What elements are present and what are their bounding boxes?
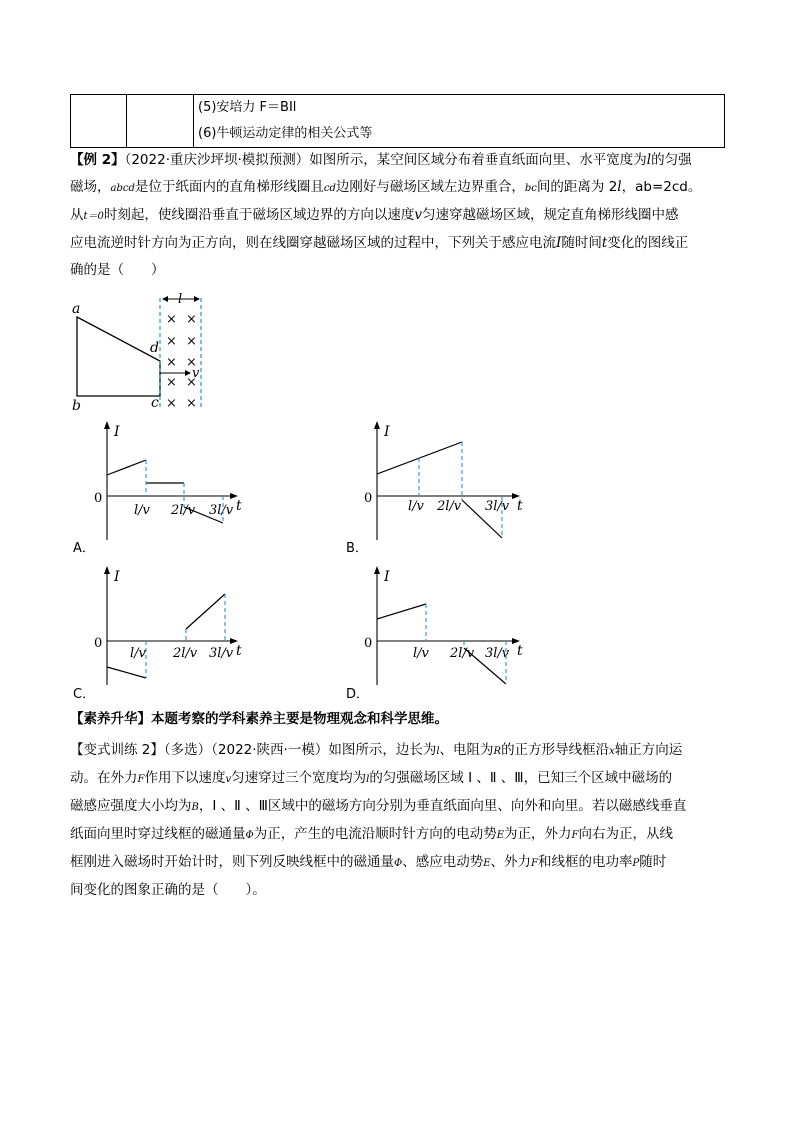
var-E: E <box>496 830 505 841</box>
text: 作用下以速度 <box>144 770 226 786</box>
cross: × <box>186 375 197 390</box>
label-a: a <box>72 301 81 317</box>
var-abcd: abcd <box>110 183 135 194</box>
var-Phi: Φ <box>245 830 254 841</box>
var-x: x <box>609 746 615 757</box>
graph-option-a <box>85 418 260 548</box>
axis-label-t: t <box>517 498 523 514</box>
text: 的匀强 <box>651 152 692 168</box>
option-label-a[interactable]: A． <box>73 541 95 556</box>
example2-line-2 <box>70 174 730 202</box>
text: 为正，产生的电流沿顺时针方向的电动势 <box>253 826 497 842</box>
text: 纸面向里时穿过线框的磁通量 <box>70 826 246 842</box>
cross: × <box>166 375 177 390</box>
cross: × <box>186 396 197 411</box>
text: ，Ⅰ 、Ⅱ 、Ⅲ区域中的磁场方向分别为垂直纸面向里、向外和向里。若以磁感线垂直 <box>198 798 687 814</box>
var-cd: cd <box>323 183 336 194</box>
table-line-newton-law: (6)牛顿运动定律的相关公式等 <box>198 126 373 141</box>
y-axis-arrow <box>104 566 110 574</box>
var-t: t <box>601 235 608 251</box>
axis-label-t: t <box>236 498 242 514</box>
cross: × <box>186 334 197 349</box>
table-cell-empty-2 <box>127 95 194 148</box>
text: （多选）（2022·陕西·一模）如图所示，边长为 <box>163 742 437 758</box>
text: ，ab=2cd。 <box>621 179 702 195</box>
label-b: b <box>72 398 81 414</box>
tick-label-3lv: 3l/v <box>209 503 234 518</box>
cross: × <box>166 334 177 349</box>
example2-line-4 <box>70 230 730 257</box>
current-segment-2 <box>186 594 225 629</box>
trapezoid-coil <box>77 317 160 396</box>
text: 变化的图线正 <box>607 235 689 251</box>
variant2-line-6: 间变化的图象正确的是（ ）。 <box>70 882 266 898</box>
variant2-question <box>70 737 730 904</box>
example2-source: （2022·重庆沙坪坝·模拟预测） <box>124 152 310 168</box>
cross: × <box>166 312 177 327</box>
tick-label-2lv: 2l/v <box>173 646 198 661</box>
example2-line-1 <box>70 147 730 174</box>
cross: × <box>166 396 177 411</box>
origin-label: 0 <box>94 491 103 506</box>
var-F: F <box>531 858 538 869</box>
origin-label: 0 <box>364 636 373 651</box>
example2-tag: 【例 2】 <box>70 152 125 168</box>
tick-label-lv: l/v <box>408 499 424 514</box>
current-segment-1 <box>107 667 146 678</box>
text: 是位于纸面内的直角梯形线圈且 <box>134 179 324 195</box>
current-segment-1 <box>107 460 146 475</box>
label-d: d <box>150 340 159 356</box>
text: 从 <box>70 207 84 223</box>
width-arrow-right-head <box>194 296 200 302</box>
current-segment-1 <box>377 604 426 619</box>
option-label-d[interactable]: D． <box>346 687 370 702</box>
text: 时刻起，使线圈沿垂直于磁场区域边界的方向以速度 <box>103 207 415 223</box>
var-l: l <box>617 179 622 195</box>
variant2-line-4 <box>70 821 730 849</box>
table-line-ampere-force: (5)安培力 F＝BIl <box>198 100 297 115</box>
var-Phi: Φ <box>394 858 403 869</box>
text: 向右为正，从线 <box>578 826 673 842</box>
y-axis-arrow <box>104 421 110 429</box>
var-I: I <box>556 235 562 251</box>
var-v: v <box>414 207 423 223</box>
text: 为正，外力 <box>504 826 572 842</box>
cross: × <box>186 312 197 327</box>
tick-label-lv: l/v <box>130 646 146 661</box>
text: 、感应电动势 <box>402 854 484 870</box>
knowledge-table <box>70 94 725 148</box>
tick-label-2lv: 2l/v <box>450 646 475 661</box>
var-F: F <box>571 830 579 841</box>
var-E: E <box>483 858 491 869</box>
origin-label: 0 <box>94 636 103 651</box>
coil-field-figure <box>60 290 220 415</box>
axis-label-I: I <box>384 569 390 585</box>
axis-label-I: I <box>114 424 120 440</box>
text: 边刚好与磁场区域左边界重合， <box>335 179 525 195</box>
example2-line-5: 确的是（ ） <box>70 262 165 278</box>
variant2-line-5 <box>70 849 730 877</box>
var-R: R <box>493 746 502 757</box>
axis-label-I: I <box>114 569 120 585</box>
tick-label-lv: l/v <box>134 503 150 518</box>
tick-label-lv: l/v <box>413 646 429 661</box>
text: 的匀强磁场区域 Ⅰ 、Ⅱ 、Ⅲ，已知三个区域中磁场的 <box>369 770 673 786</box>
text: 磁感应强度大小均为 <box>70 798 192 814</box>
text: 框刚进入磁场时开始计时，则下列反映线框中的磁通量 <box>70 854 394 870</box>
cross: × <box>166 355 177 370</box>
literacy-text: 本题考察的学科素养主要是物理观念和科学思维。 <box>151 711 448 727</box>
text: 间的距离为 2 <box>536 179 618 195</box>
variant2-line-1 <box>70 737 730 765</box>
text: 如图所示，某空间区域分布着垂直纸面向里、水平宽度为 <box>309 152 647 168</box>
text: 和线框的电功率 <box>537 854 633 870</box>
width-arrow-left-head <box>162 296 168 302</box>
tick-label-2lv: 2l/v <box>437 499 462 514</box>
text: 、外力 <box>490 854 532 870</box>
var-v: v <box>225 774 232 785</box>
var-F: F <box>137 774 145 785</box>
graph-option-b <box>355 418 535 548</box>
label-v: v <box>192 366 200 381</box>
origin-label: 0 <box>364 491 373 506</box>
tick-label-3lv: 3l/v <box>485 499 510 514</box>
var-B: B <box>191 802 199 813</box>
example2-line-3 <box>70 202 730 230</box>
variant2-tag: 【变式训练 2】 <box>70 742 164 758</box>
text: 、电阻为 <box>439 742 494 758</box>
label-l: l <box>178 292 183 307</box>
text: 随时 <box>639 854 667 870</box>
graph-option-d <box>355 563 535 693</box>
text: 匀速穿越磁场区域，规定直角梯形线圈中感 <box>422 207 679 223</box>
text: 动。在外力 <box>70 770 138 786</box>
text: 轴正方向运 <box>614 742 683 758</box>
text: 的正方形导线框沿 <box>501 742 610 758</box>
field-crosses <box>166 312 197 411</box>
axis-label-t: t <box>236 643 242 659</box>
var-l: l <box>436 746 440 757</box>
var-l: l <box>366 774 370 785</box>
text: 匀速穿过三个宽度均为 <box>231 770 367 786</box>
option-label-b[interactable]: B． <box>346 541 368 556</box>
tick-label-3lv: 3l/v <box>485 646 510 661</box>
axis-label-I: I <box>384 424 390 440</box>
literacy-tag: 【素养升华】 <box>70 711 151 727</box>
y-axis-arrow <box>374 566 380 574</box>
var-P: P <box>632 858 640 869</box>
table-cell-empty-1 <box>71 95 127 148</box>
graph-option-c <box>85 563 260 693</box>
var-bc: bc <box>524 183 537 194</box>
label-c: c <box>151 395 159 411</box>
variant2-line-3 <box>70 793 730 821</box>
tick-label-3lv: 3l/v <box>209 646 234 661</box>
example2-question <box>70 147 730 284</box>
var-l: l <box>646 152 652 168</box>
literacy-note <box>70 706 730 733</box>
cross: × <box>186 355 197 370</box>
option-label-c[interactable]: C． <box>73 687 96 702</box>
y-axis-arrow <box>374 421 380 429</box>
table-cell-content <box>194 95 725 148</box>
axis-label-t: t <box>517 643 523 659</box>
tick-label-2lv: 2l/v <box>171 503 196 518</box>
variant2-line-2 <box>70 765 730 793</box>
text: 磁场， <box>70 179 111 195</box>
text: 随时间 <box>561 235 602 251</box>
text: 应电流逆时针方向为正方向，则在线圈穿越磁场区域的过程中，下列关于感应电流 <box>70 235 556 251</box>
var-t0: t＝0 <box>83 211 104 222</box>
